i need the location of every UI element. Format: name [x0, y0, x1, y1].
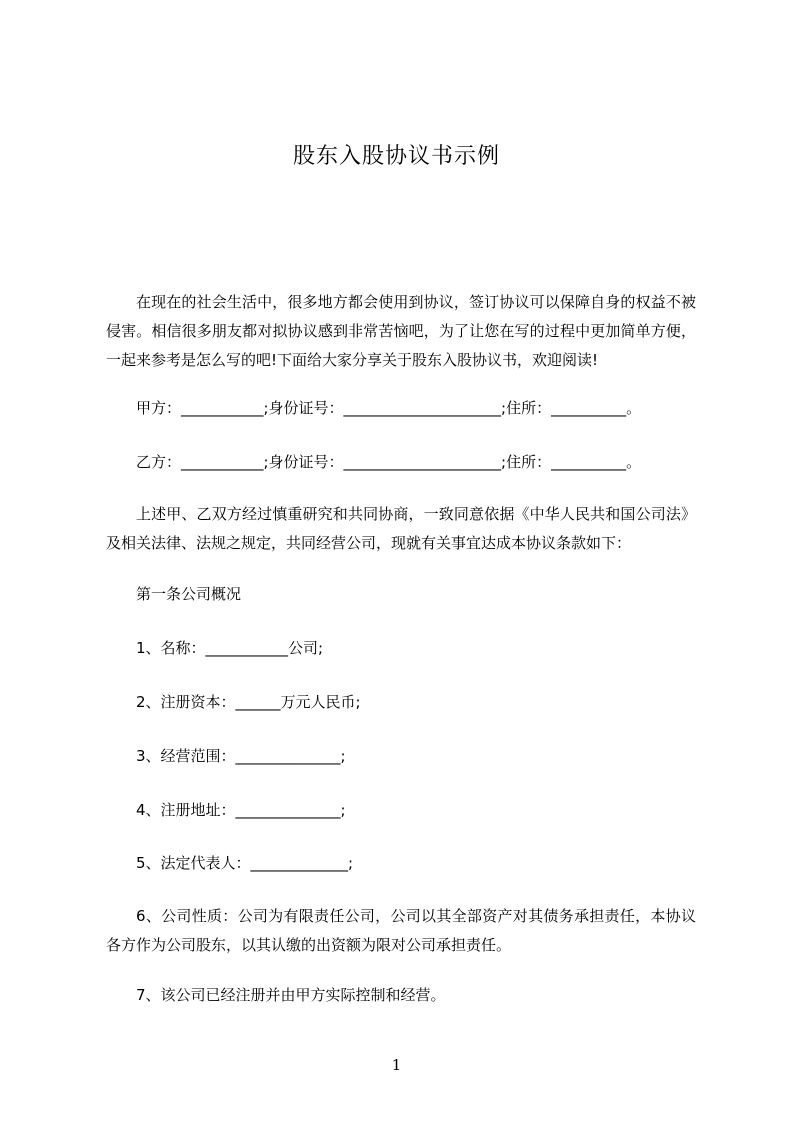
item-registered-capital: 2、注册资本：______万元人民币;	[136, 693, 361, 711]
party-a-line: 甲方：___________;身份证号：_____________________;住所：__________。	[136, 399, 642, 417]
page-number: 1	[391, 1056, 402, 1074]
item-legal-representative: 5、法定代表人：_____________;	[136, 854, 354, 872]
item-business-scope: 3、经营范围：______________;	[136, 747, 346, 765]
preamble-paragraph: 上述甲、乙双方经过慎重研究和共同协商，一致同意依据《中华人民共和国公司法》及相关法律、法规之规定，共同经营公司，现就有关事宜达成本协议条款如下：	[106, 505, 696, 552]
item-registered-address: 4、注册地址：______________;	[136, 801, 346, 819]
article-1-heading: 第一条公司概况	[136, 585, 242, 603]
item-name: 1、名称：___________公司;	[136, 639, 324, 657]
item-company-nature: 6、公司性质：公司为有限责任公司，公司以其全部资产对其债务承担责任，本协议各方作为公司股东，以其认缴的出资额为限对公司承担责任。	[106, 907, 696, 954]
intro-paragraph: 在现在的社会生活中，很多地方都会使用到协议，签订协议可以保障自身的权益不被侵害。相信很多朋友都对拟协议感到非常苦恼吧，为了让您在写的过程中更加简单方便，一起来参考是怎么写的吧!下面给大家分享关于股东入股协议书，欢迎阅读!	[106, 293, 696, 369]
item-control: 7、该公司已经注册并由甲方实际控制和经营。	[136, 986, 446, 1004]
page-title: 股东入股协议书示例	[292, 144, 500, 169]
party-b-line: 乙方：___________;身份证号：_____________________;住所：__________。	[136, 453, 642, 471]
